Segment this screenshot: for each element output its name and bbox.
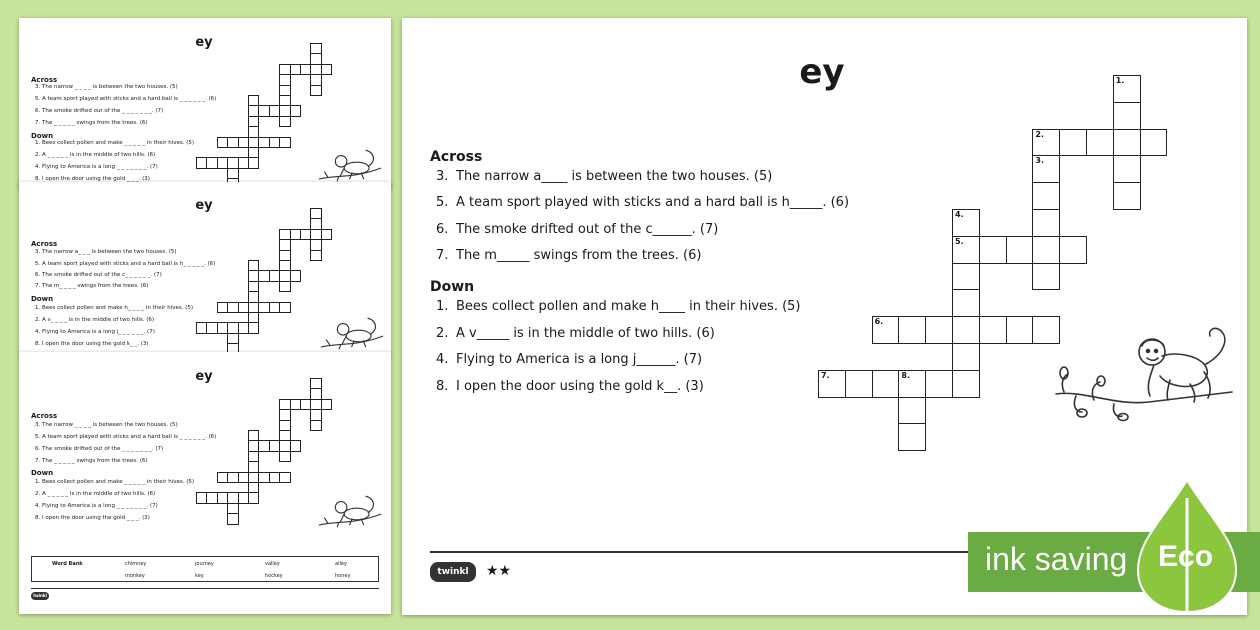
difficulty-stars: ★★ <box>486 563 512 579</box>
clue-number: 7. <box>436 248 449 263</box>
across-clue: 6. The smoke drifted out of the c_ _ _ _ _ _. (7) <box>35 272 162 278</box>
word-bank-word: valley <box>265 561 280 567</box>
page-title: ey <box>799 52 845 92</box>
down-clue: 1. Bees collect pollen and make h_ _ _ _ in their hives. (5) <box>35 305 193 311</box>
across-clue-3: The narrow a____ is between the two houses. (5) <box>456 169 773 184</box>
grid-cell <box>1140 129 1168 157</box>
grid-cell <box>238 302 249 313</box>
grid-cell <box>279 302 290 313</box>
monkey-illustration <box>315 494 385 534</box>
grid-cell <box>321 229 332 240</box>
across-clue: 3. The narrow _ _ _ _ is between the two houses. (5) <box>35 84 178 90</box>
clue-number: 4. <box>436 352 449 367</box>
down-clue: 4. Flying to America is a long _ _ _ _ _ _ _. (7) <box>35 164 158 170</box>
down-heading: Down <box>430 279 475 295</box>
grid-cell <box>279 281 290 292</box>
across-clue: 5. A team sport played with sticks and a hard ball is _ _ _ _ _ _. (6) <box>35 96 217 102</box>
grid-cell <box>321 64 332 75</box>
grid-cell <box>898 423 926 451</box>
eco-banner-text: ink saving <box>985 541 1128 577</box>
grid-cell <box>979 236 1007 264</box>
across-clue-6: The smoke drifted out of the c______. (7) <box>456 222 719 237</box>
clue-number: 3. <box>436 169 449 184</box>
monkey-illustration <box>1054 324 1234 424</box>
footer-line <box>31 588 379 589</box>
clue-number: 6. <box>436 222 449 237</box>
down-clue-8: I open the door using the gold k__. (3) <box>456 379 704 394</box>
grid-cell <box>952 289 980 317</box>
clue-number: 2. <box>436 326 449 341</box>
grid-cell <box>321 399 332 410</box>
down-clue: 8. I open the door using the gold _ _ _. (3) <box>35 176 150 182</box>
word-bank-word: monkey <box>125 573 145 579</box>
across-clue: 6. The smoke drifted out of the _ _ _ _ _ _ _. (7) <box>35 108 164 114</box>
grid-cell <box>925 316 953 344</box>
grid-cell <box>248 157 259 168</box>
grid-cell <box>872 370 900 398</box>
grid-number: 1. <box>1115 76 1125 85</box>
across-clue: 3. The narrow _ _ _ _ is between the two houses. (5) <box>35 422 178 428</box>
across-heading: Across <box>31 412 58 420</box>
grid-cell <box>1032 129 1060 157</box>
grid-cell <box>290 440 301 451</box>
grid-number: 8. <box>901 370 910 380</box>
down-clue-4: Flying to America is a long j______. (7) <box>456 352 703 367</box>
across-heading: Across <box>31 76 58 84</box>
down-heading: Down <box>31 132 54 140</box>
down-clue-1: Bees collect pollen and make h____ in their hives. (5) <box>456 299 801 314</box>
grid-cell <box>845 370 873 398</box>
down-clue: 2. A v_ _ _ _ is in the middle of two hills. (6) <box>35 317 155 323</box>
grid-cell <box>898 316 926 344</box>
mini-sheet-3 <box>19 352 391 614</box>
grid-cell <box>952 370 980 398</box>
grid-cell <box>310 85 321 96</box>
mini-sheet-1 <box>19 18 391 188</box>
clue-number: 8. <box>436 379 449 394</box>
grid-cell <box>290 105 301 116</box>
grid-cell <box>1006 236 1034 264</box>
grid-cell <box>1113 155 1141 183</box>
down-clue: 2. A _ _ _ _ _ is in the middle of two hills. (6) <box>35 152 156 158</box>
grid-cell <box>818 370 846 398</box>
grid-cell <box>1113 75 1141 103</box>
grid-cell <box>898 397 926 425</box>
grid-cell <box>898 370 926 398</box>
grid-cell <box>248 322 259 333</box>
grid-cell <box>279 116 290 127</box>
across-clue: 7. The _ _ _ _ _ swings from the trees. (6) <box>35 120 148 126</box>
grid-cell <box>1032 236 1060 264</box>
grid-cell <box>269 105 280 116</box>
grid-cell <box>279 451 290 462</box>
down-clue: 2. A _ _ _ _ _ is in the middle of two hills. (6) <box>35 491 156 497</box>
grid-cell <box>248 95 259 106</box>
grid-cell <box>269 270 280 281</box>
page-title: ey <box>195 198 213 213</box>
grid-cell <box>300 229 311 240</box>
down-clue: 4. Flying to America is a long j_ _ _ _ _ _. (7) <box>35 329 155 335</box>
grid-cell <box>248 260 259 271</box>
grid-cell <box>1113 129 1141 157</box>
grid-number: 6. <box>874 317 884 327</box>
grid-cell <box>300 399 311 410</box>
across-clue: 3. The narrow a_ _ _ is between the two houses. (5) <box>35 249 177 255</box>
monkey-illustration <box>317 316 387 354</box>
across-clue: 5. A team sport played with sticks and a hard ball is _ _ _ _ _ _. (6) <box>35 434 217 440</box>
grid-cell <box>1032 263 1060 291</box>
grid-cell <box>248 430 259 441</box>
down-clue-2: A v_____ is in the middle of two hills. (6) <box>456 326 715 341</box>
eco-badge: Eco <box>1158 540 1214 573</box>
grid-cell <box>238 137 249 148</box>
grid-cell <box>238 472 249 483</box>
word-bank-word: chimney <box>125 561 147 567</box>
grid-cell <box>872 316 900 344</box>
grid-cell <box>1006 316 1034 344</box>
grid-cell <box>1059 129 1087 157</box>
across-clue: 6. The smoke drifted out of the _ _ _ _ _ _ _. (7) <box>35 446 164 452</box>
mini-sheet-2 <box>19 182 391 354</box>
grid-cell <box>269 440 280 451</box>
across-clue: 7. The m_ _ _ _ swings from the trees. (6) <box>35 283 149 289</box>
grid-number: 4. <box>955 210 964 219</box>
down-clue: 8. I open the door using the gold k_ _. (3) <box>35 341 149 347</box>
grid-number: 5. <box>955 236 964 246</box>
down-heading: Down <box>31 295 54 303</box>
word-bank-word: key <box>195 573 204 579</box>
main-sheet <box>402 18 1247 615</box>
page-title: ey <box>195 35 213 50</box>
grid-cell <box>952 263 980 291</box>
word-bank-word: honey <box>335 573 351 579</box>
across-clue: 5. A team sport played with sticks and a hard ball is h_ _ _ _ _. (6) <box>35 261 216 267</box>
clue-number: 1. <box>436 299 449 314</box>
grid-cell <box>925 370 953 398</box>
grid-cell <box>1059 236 1087 264</box>
across-heading: Across <box>430 149 483 165</box>
page-title: ey <box>195 369 213 384</box>
twinkl-logo: twinkl <box>430 562 476 582</box>
across-clue-5: A team sport played with sticks and a hard ball is h_____. (6) <box>456 195 850 210</box>
down-clue: 1. Bees collect pollen and make _ _ _ _ _ in their hives. (5) <box>35 479 195 485</box>
grid-cell <box>952 316 980 344</box>
grid-cell <box>952 343 980 371</box>
word-bank-word: hockey <box>265 573 283 579</box>
grid-cell <box>1032 155 1060 183</box>
grid-cell <box>300 64 311 75</box>
grid-cell <box>952 236 980 264</box>
grid-cell <box>1113 182 1141 210</box>
grid-cell <box>1032 182 1060 210</box>
across-clue: 7. The _ _ _ _ _ swings from the trees. (6) <box>35 458 148 464</box>
grid-cell <box>238 322 249 333</box>
grid-cell <box>238 157 249 168</box>
grid-cell <box>227 513 238 524</box>
across-heading: Across <box>31 240 58 248</box>
grid-cell <box>279 137 290 148</box>
clue-number: 5. <box>436 195 449 210</box>
word-bank <box>31 556 379 582</box>
down-clue: 8. I open the door using the gold _ _ _. (3) <box>35 515 150 521</box>
down-clue: 1. Bees collect pollen and make _ _ _ _ _ in their hives. (5) <box>35 140 195 146</box>
grid-cell <box>310 250 321 261</box>
word-bank-label: Word Bank <box>52 561 83 567</box>
grid-cell <box>310 420 321 431</box>
grid-cell <box>952 209 980 237</box>
word-bank-word: alley <box>335 561 347 567</box>
grid-cell <box>238 492 249 503</box>
twinkl-logo: twinkl <box>31 592 49 600</box>
word-bank-word: journey <box>195 561 214 567</box>
grid-cell <box>290 270 301 281</box>
grid-cell <box>248 492 259 503</box>
across-clue-7: The m_____ swings from the trees. (6) <box>456 248 702 263</box>
down-heading: Down <box>31 469 54 477</box>
down-clue: 4. Flying to America is a long _ _ _ _ _ _ _. (7) <box>35 503 158 509</box>
footer-line <box>430 551 970 553</box>
grid-cell <box>1086 129 1114 157</box>
grid-number: 2. <box>1035 129 1044 139</box>
grid-number: 3. <box>1035 156 1044 166</box>
grid-cell <box>279 472 290 483</box>
grid-cell <box>1032 209 1060 237</box>
grid-cell <box>1113 102 1141 130</box>
grid-number: 7. <box>821 370 830 380</box>
grid-cell <box>979 316 1007 344</box>
